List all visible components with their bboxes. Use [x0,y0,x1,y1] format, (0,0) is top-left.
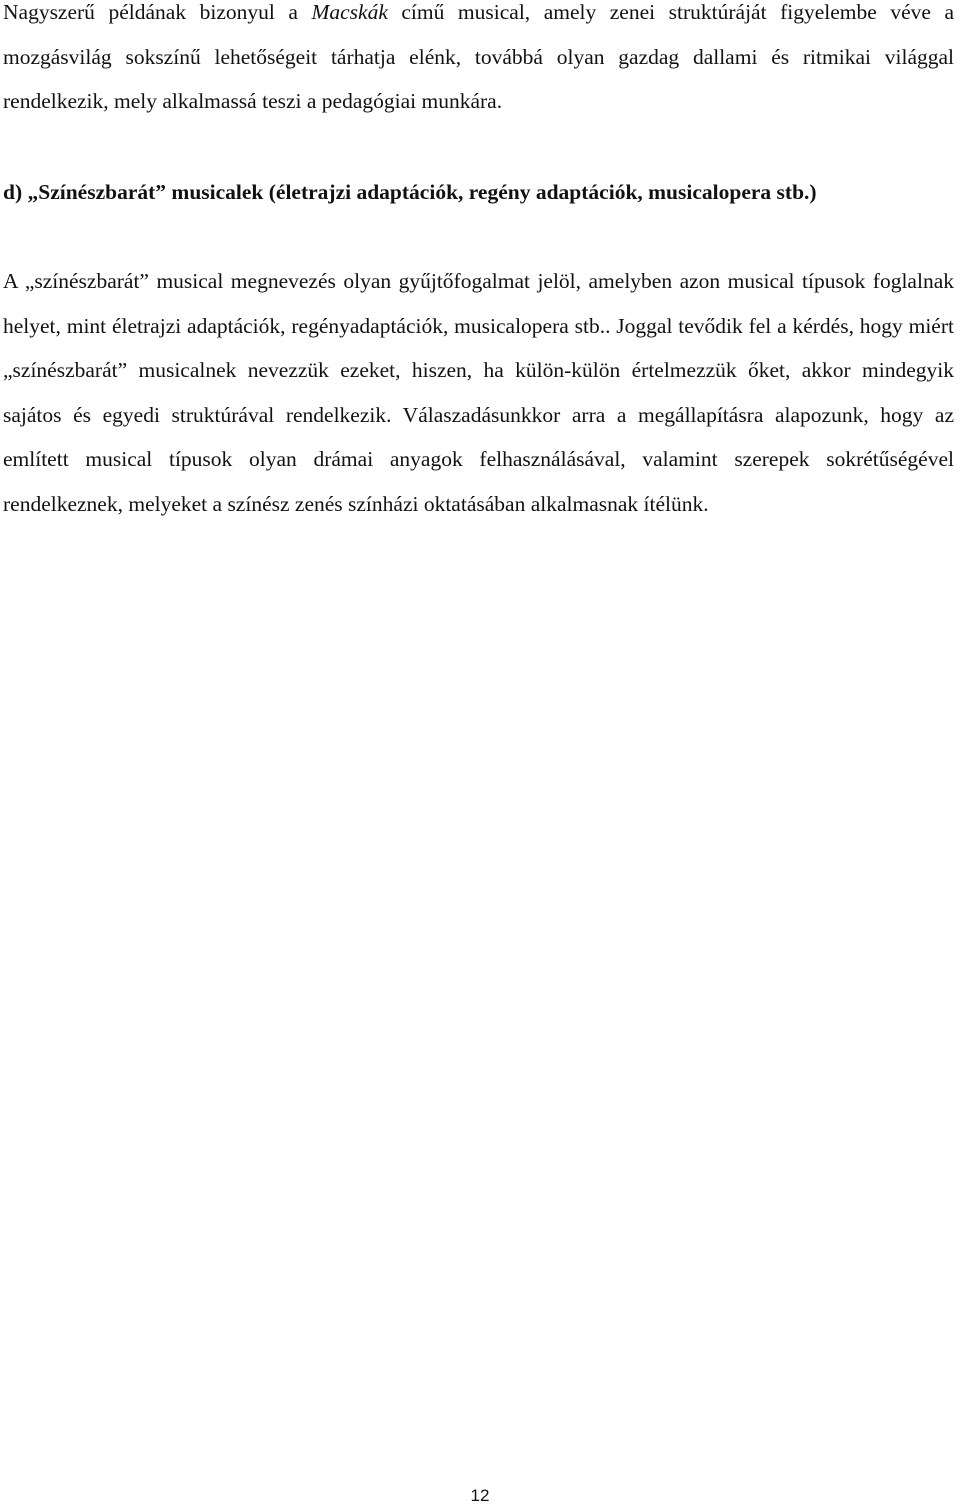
page-number: 12 [470,1486,490,1505]
musical-title-italic: Macskák [311,0,388,24]
paragraph-text-after-title: című musical, amely zenei struktúráját figyelembe véve a mozgásvilág sokszínű lehetőségeit tárhatja elénk, továbbá olyan gazdag dallami és ritmikai világgal rendelkezik, mely alkalmassá teszi a pedagógiai munkára. [3,0,954,113]
paragraph-text-before-title: Nagyszerű példának bizonyul a [3,0,312,24]
body-paragraph-main: A „színészbarát” musical megnevezés olyan gyűjtőfogalmat jelöl, amelyben azon musical típusok foglalnak helyet, mint életrajzi adaptációk, regényadaptációk, musicalopera stb.. Joggal tevődik fel a kérdés, hogy miért „színészbarát” musicalnek nevezzük ezeket, hiszen, ha külön-külön értelmezzük őket, akkor mindegyik sajátos és egyedi struktúrával rendelkezik. Válaszadásunkkor arra a megállapításra alapozunk, hogy az említett musical típusok olyan drámai anyagok felhasználásával, valamint szerepek sokrétűségével rendelkeznek, melyeket a színész zenés színházi oktatásában alkalmasnak ítélünk. [3,269,954,516]
section-heading: d) „Színészbarát” musicalek (életrajzi adaptációk, regény adaptációk, musicalopera stb.) [3,180,817,204]
body-paragraph-intro [3,0,954,124]
